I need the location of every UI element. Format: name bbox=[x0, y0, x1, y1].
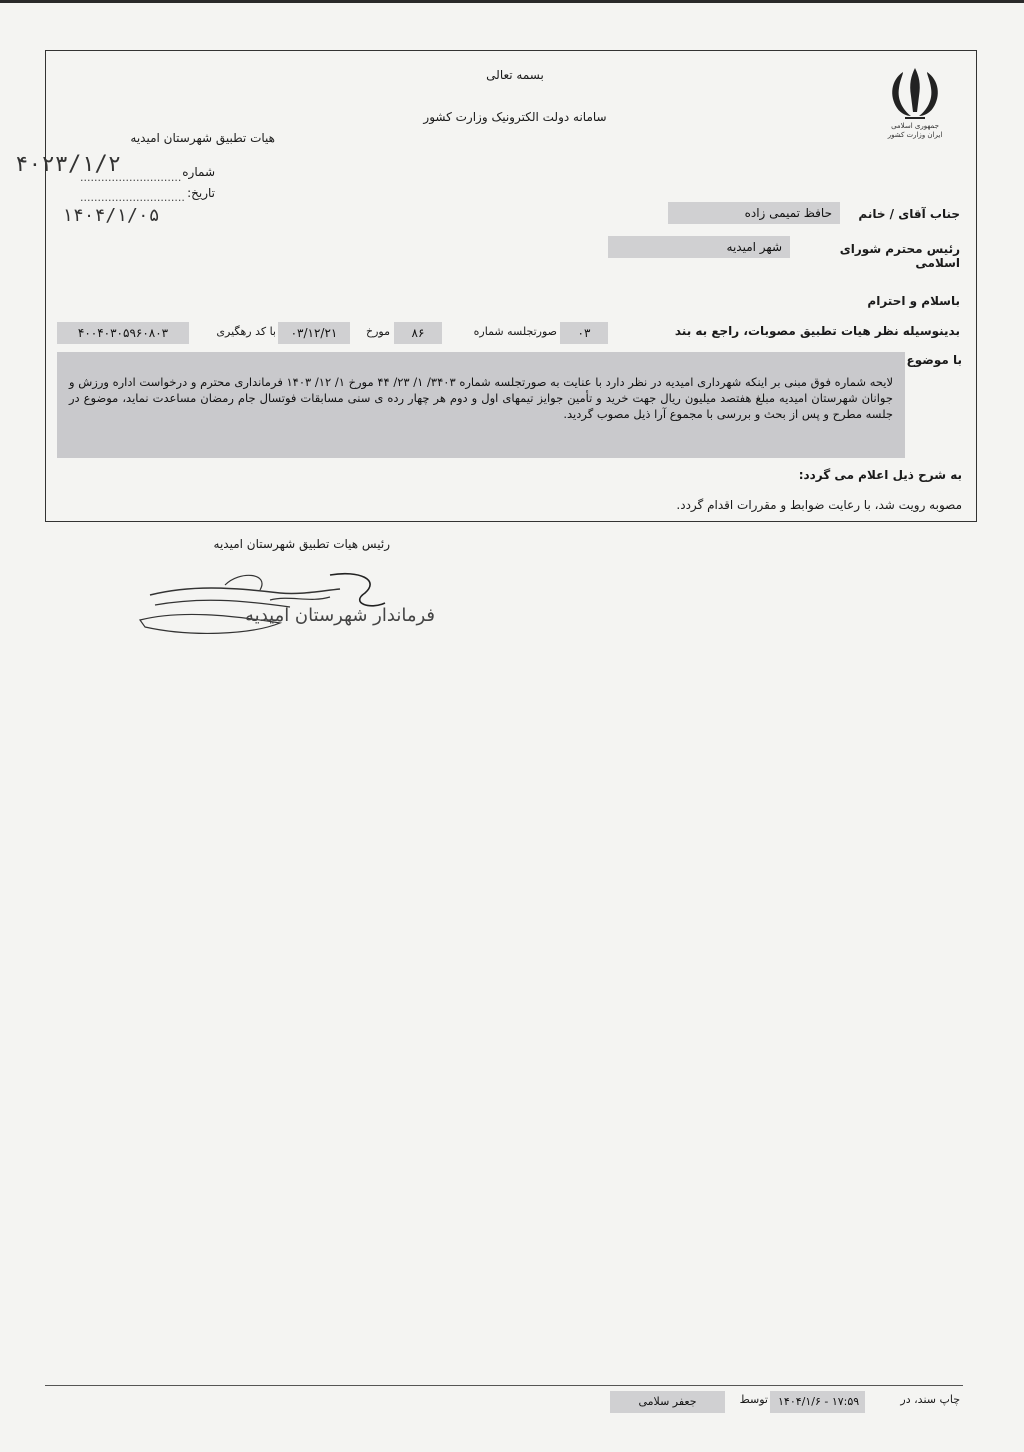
announce-text: به شرح ذیل اعلام می گردد: bbox=[798, 468, 962, 482]
scan-edge bbox=[0, 0, 1024, 3]
council-name: هیات تطبیق شهرستان امیدیه bbox=[130, 131, 275, 145]
signature-title: رئیس هیات تطبیق شهرستان امیدیه bbox=[213, 537, 390, 551]
minutes-label: صورتجلسه شماره bbox=[473, 325, 557, 338]
addressee-name: حافظ تمیمی زاده bbox=[668, 202, 840, 224]
number-dots: ............................. bbox=[80, 171, 182, 184]
salutation-label: جناب آقای / خانم bbox=[858, 207, 960, 221]
date-label: تاریخ: bbox=[187, 186, 215, 200]
minutes-date: ۰۳/۱۲/۲۱ bbox=[278, 322, 350, 344]
by-label: توسط bbox=[739, 1393, 768, 1406]
clause-number: ۰۳ bbox=[560, 322, 608, 344]
addressee-city: شهر امیدیه bbox=[608, 236, 790, 258]
verdict-text: مصوبه رویت شد، با رعایت ضوابط و مقررات اقدام گردد. bbox=[676, 498, 962, 512]
number-handwritten: ۴۰۲۳/۱/۲ bbox=[15, 152, 121, 177]
addressee-title: رئیس محترم شورای اسلامی bbox=[839, 242, 960, 270]
minutes-number: ۸۶ bbox=[394, 322, 442, 344]
tracking-label: با کد رهگیری bbox=[216, 325, 276, 338]
print-datetime: ۱۴۰۴/۱/۶ - ۱۷:۵۹ bbox=[770, 1391, 865, 1413]
greeting: باسلام و احترام bbox=[867, 294, 960, 308]
subject-label: با موضوع bbox=[906, 353, 962, 367]
system-name: سامانه دولت الکترونیک وزارت کشور bbox=[423, 110, 607, 124]
signer-role: فرماندار شهرستان امیدیه bbox=[245, 605, 435, 626]
intro-label: بدینوسیله نظر هیات تطبیق مصوبات، راجع به بند bbox=[674, 324, 960, 338]
print-label: چاپ سند، در bbox=[900, 1393, 960, 1406]
date-dots: .............................. bbox=[80, 191, 185, 204]
dated-label: مورخ bbox=[366, 325, 390, 338]
iran-emblem bbox=[883, 62, 947, 150]
footer-divider bbox=[45, 1385, 963, 1386]
emblem-icon bbox=[883, 62, 947, 122]
bismillah: بسمه تعالی bbox=[486, 68, 544, 82]
tracking-code: ۴۰۰۴۰۳۰۵۹۶۰۸۰۳ bbox=[57, 322, 189, 344]
subject-text: لایحه شماره فوق مبنی بر اینکه شهرداری امیدیه در نظر دارد با عنایت به صورتجلسه شماره ۳۴۰۳/ ۱/ ۲۳/ ۴۴ مورخ ۱/ ۱۲/ ۱۴۰۳ فرمانداری محترم و درخواست اداره ورزش و جوانان شهرستان امیدیه مبلغ هفتصد میلیون ریال جهت خرید و تأمین جوایز تیمهای اول و دوم هر چهار رده ی سنی مسابقات فوتسال جام رمضان مساعدت نماید، موضوع در جلسه مطرح و پس از بحث و بررسی با مجموع آرا ذیل مصوب گردید. bbox=[57, 352, 905, 458]
number-label: شماره bbox=[182, 165, 215, 179]
date-handwritten: ۱۴۰۴/۱/۰۵ bbox=[62, 205, 160, 226]
emblem-caption: جمهوری اسلامی ایران وزارت کشور bbox=[887, 122, 943, 139]
printed-by: جعفر سلامی bbox=[610, 1391, 725, 1413]
